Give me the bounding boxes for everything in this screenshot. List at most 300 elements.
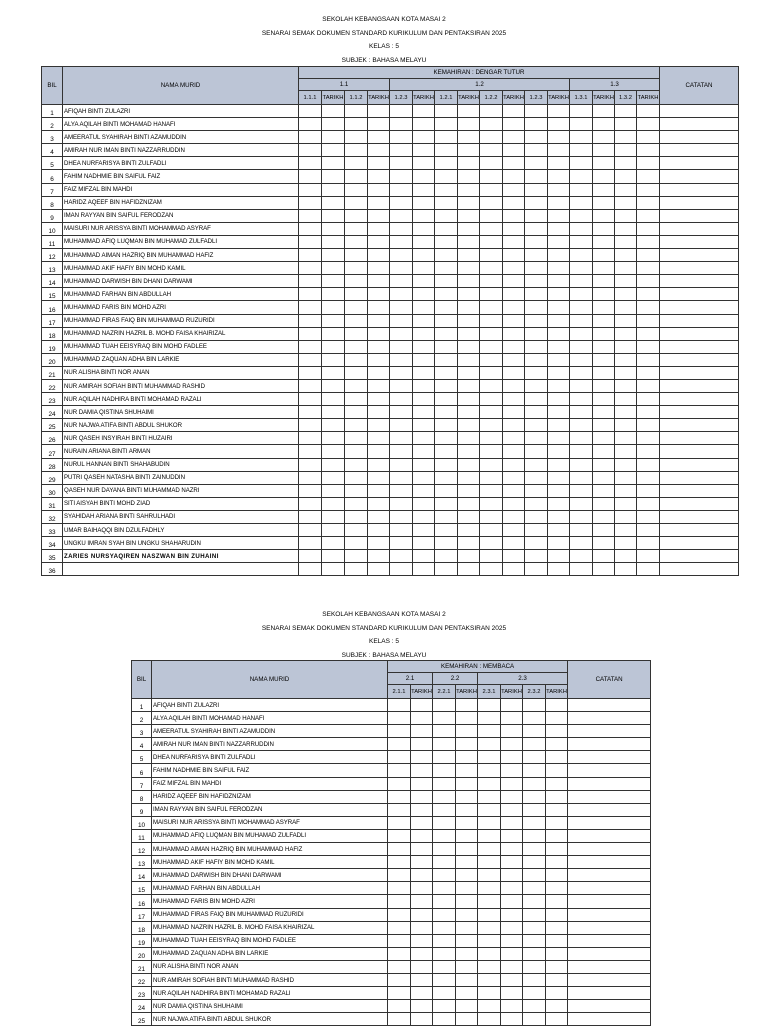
check-cell[interactable] <box>345 484 368 497</box>
check-cell[interactable] <box>615 196 637 209</box>
catatan-cell[interactable] <box>660 432 739 445</box>
check-cell[interactable] <box>345 222 368 235</box>
check-cell[interactable] <box>299 183 322 196</box>
check-cell[interactable] <box>456 960 478 973</box>
check-cell[interactable] <box>433 947 456 960</box>
check-cell[interactable] <box>345 105 368 118</box>
check-cell[interactable] <box>570 249 593 262</box>
check-cell[interactable] <box>390 327 413 340</box>
check-cell[interactable] <box>299 353 322 366</box>
check-cell[interactable] <box>637 327 660 340</box>
check-cell[interactable] <box>593 406 615 419</box>
check-cell[interactable] <box>345 262 368 275</box>
check-cell[interactable] <box>548 366 570 379</box>
check-cell[interactable] <box>299 249 322 262</box>
check-cell[interactable] <box>368 262 390 275</box>
check-cell[interactable] <box>546 751 568 764</box>
check-cell[interactable] <box>390 445 413 458</box>
check-cell[interactable] <box>525 406 548 419</box>
check-cell[interactable] <box>503 340 525 353</box>
check-cell[interactable] <box>390 484 413 497</box>
check-cell[interactable] <box>480 222 503 235</box>
check-cell[interactable] <box>480 445 503 458</box>
check-cell[interactable] <box>435 471 458 484</box>
check-cell[interactable] <box>345 170 368 183</box>
check-cell[interactable] <box>593 379 615 392</box>
check-cell[interactable] <box>390 314 413 327</box>
check-cell[interactable] <box>525 458 548 471</box>
check-cell[interactable] <box>322 550 345 563</box>
check-cell[interactable] <box>388 777 411 790</box>
check-cell[interactable] <box>593 275 615 288</box>
check-cell[interactable] <box>368 497 390 510</box>
check-cell[interactable] <box>480 105 503 118</box>
check-cell[interactable] <box>503 445 525 458</box>
check-cell[interactable] <box>503 393 525 406</box>
check-cell[interactable] <box>411 803 433 816</box>
check-cell[interactable] <box>615 275 637 288</box>
check-cell[interactable] <box>593 314 615 327</box>
check-cell[interactable] <box>480 262 503 275</box>
check-cell[interactable] <box>570 458 593 471</box>
check-cell[interactable] <box>413 222 435 235</box>
catatan-cell[interactable] <box>568 790 651 803</box>
check-cell[interactable] <box>345 340 368 353</box>
check-cell[interactable] <box>501 843 523 856</box>
check-cell[interactable] <box>593 393 615 406</box>
check-cell[interactable] <box>390 249 413 262</box>
check-cell[interactable] <box>456 895 478 908</box>
check-cell[interactable] <box>299 419 322 432</box>
check-cell[interactable] <box>523 777 546 790</box>
check-cell[interactable] <box>435 497 458 510</box>
check-cell[interactable] <box>546 738 568 751</box>
check-cell[interactable] <box>593 249 615 262</box>
check-cell[interactable] <box>345 196 368 209</box>
check-cell[interactable] <box>388 1000 411 1013</box>
check-cell[interactable] <box>503 262 525 275</box>
check-cell[interactable] <box>413 209 435 222</box>
check-cell[interactable] <box>433 921 456 934</box>
check-cell[interactable] <box>411 816 433 829</box>
check-cell[interactable] <box>368 183 390 196</box>
check-cell[interactable] <box>368 170 390 183</box>
check-cell[interactable] <box>458 458 480 471</box>
check-cell[interactable] <box>480 550 503 563</box>
check-cell[interactable] <box>615 262 637 275</box>
check-cell[interactable] <box>480 144 503 157</box>
check-cell[interactable] <box>345 118 368 131</box>
check-cell[interactable] <box>435 550 458 563</box>
check-cell[interactable] <box>615 105 637 118</box>
check-cell[interactable] <box>435 183 458 196</box>
check-cell[interactable] <box>322 288 345 301</box>
check-cell[interactable] <box>411 1000 433 1013</box>
check-cell[interactable] <box>413 288 435 301</box>
check-cell[interactable] <box>523 934 546 947</box>
catatan-cell[interactable] <box>660 353 739 366</box>
check-cell[interactable] <box>548 170 570 183</box>
check-cell[interactable] <box>368 222 390 235</box>
check-cell[interactable] <box>546 934 568 947</box>
check-cell[interactable] <box>615 366 637 379</box>
check-cell[interactable] <box>413 379 435 392</box>
catatan-cell[interactable] <box>660 196 739 209</box>
check-cell[interactable] <box>593 524 615 537</box>
check-cell[interactable] <box>388 856 411 869</box>
check-cell[interactable] <box>523 725 546 738</box>
check-cell[interactable] <box>478 947 501 960</box>
check-cell[interactable] <box>435 510 458 523</box>
check-cell[interactable] <box>503 144 525 157</box>
check-cell[interactable] <box>637 366 660 379</box>
check-cell[interactable] <box>615 471 637 484</box>
check-cell[interactable] <box>478 960 501 973</box>
check-cell[interactable] <box>411 712 433 725</box>
check-cell[interactable] <box>435 209 458 222</box>
check-cell[interactable] <box>478 764 501 777</box>
check-cell[interactable] <box>570 105 593 118</box>
check-cell[interactable] <box>322 170 345 183</box>
check-cell[interactable] <box>546 699 568 712</box>
check-cell[interactable] <box>478 790 501 803</box>
check-cell[interactable] <box>615 445 637 458</box>
catatan-cell[interactable] <box>660 366 739 379</box>
check-cell[interactable] <box>322 406 345 419</box>
check-cell[interactable] <box>548 432 570 445</box>
check-cell[interactable] <box>615 288 637 301</box>
check-cell[interactable] <box>637 537 660 550</box>
check-cell[interactable] <box>525 537 548 550</box>
check-cell[interactable] <box>503 314 525 327</box>
catatan-cell[interactable] <box>660 105 739 118</box>
check-cell[interactable] <box>388 725 411 738</box>
check-cell[interactable] <box>299 379 322 392</box>
check-cell[interactable] <box>456 882 478 895</box>
check-cell[interactable] <box>637 563 660 576</box>
check-cell[interactable] <box>570 563 593 576</box>
check-cell[interactable] <box>413 183 435 196</box>
check-cell[interactable] <box>637 196 660 209</box>
check-cell[interactable] <box>458 327 480 340</box>
catatan-cell[interactable] <box>660 118 739 131</box>
check-cell[interactable] <box>390 170 413 183</box>
check-cell[interactable] <box>413 537 435 550</box>
check-cell[interactable] <box>570 157 593 170</box>
check-cell[interactable] <box>390 118 413 131</box>
check-cell[interactable] <box>503 327 525 340</box>
check-cell[interactable] <box>503 432 525 445</box>
check-cell[interactable] <box>523 895 546 908</box>
check-cell[interactable] <box>413 235 435 248</box>
check-cell[interactable] <box>413 170 435 183</box>
catatan-cell[interactable] <box>660 301 739 314</box>
check-cell[interactable] <box>501 973 523 986</box>
check-cell[interactable] <box>548 196 570 209</box>
check-cell[interactable] <box>345 235 368 248</box>
check-cell[interactable] <box>435 406 458 419</box>
check-cell[interactable] <box>546 973 568 986</box>
check-cell[interactable] <box>593 537 615 550</box>
catatan-cell[interactable] <box>568 882 651 895</box>
check-cell[interactable] <box>345 524 368 537</box>
check-cell[interactable] <box>637 249 660 262</box>
check-cell[interactable] <box>480 510 503 523</box>
check-cell[interactable] <box>548 563 570 576</box>
check-cell[interactable] <box>503 366 525 379</box>
check-cell[interactable] <box>413 144 435 157</box>
check-cell[interactable] <box>570 406 593 419</box>
check-cell[interactable] <box>388 895 411 908</box>
catatan-cell[interactable] <box>660 510 739 523</box>
check-cell[interactable] <box>458 471 480 484</box>
check-cell[interactable] <box>458 340 480 353</box>
check-cell[interactable] <box>523 712 546 725</box>
check-cell[interactable] <box>637 301 660 314</box>
check-cell[interactable] <box>480 458 503 471</box>
check-cell[interactable] <box>368 419 390 432</box>
check-cell[interactable] <box>525 353 548 366</box>
check-cell[interactable] <box>435 563 458 576</box>
check-cell[interactable] <box>615 537 637 550</box>
check-cell[interactable] <box>345 275 368 288</box>
check-cell[interactable] <box>388 947 411 960</box>
catatan-cell[interactable] <box>660 458 739 471</box>
check-cell[interactable] <box>390 406 413 419</box>
check-cell[interactable] <box>456 829 478 842</box>
check-cell[interactable] <box>593 510 615 523</box>
check-cell[interactable] <box>458 105 480 118</box>
check-cell[interactable] <box>548 157 570 170</box>
check-cell[interactable] <box>637 524 660 537</box>
check-cell[interactable] <box>501 764 523 777</box>
check-cell[interactable] <box>456 712 478 725</box>
check-cell[interactable] <box>548 235 570 248</box>
check-cell[interactable] <box>478 751 501 764</box>
check-cell[interactable] <box>548 340 570 353</box>
check-cell[interactable] <box>345 550 368 563</box>
check-cell[interactable] <box>388 751 411 764</box>
check-cell[interactable] <box>458 301 480 314</box>
check-cell[interactable] <box>503 183 525 196</box>
check-cell[interactable] <box>458 222 480 235</box>
check-cell[interactable] <box>593 222 615 235</box>
check-cell[interactable] <box>390 366 413 379</box>
check-cell[interactable] <box>411 869 433 882</box>
check-cell[interactable] <box>615 183 637 196</box>
check-cell[interactable] <box>388 960 411 973</box>
check-cell[interactable] <box>413 458 435 471</box>
catatan-cell[interactable] <box>568 738 651 751</box>
check-cell[interactable] <box>433 856 456 869</box>
check-cell[interactable] <box>345 379 368 392</box>
check-cell[interactable] <box>503 484 525 497</box>
check-cell[interactable] <box>478 843 501 856</box>
check-cell[interactable] <box>593 288 615 301</box>
check-cell[interactable] <box>456 934 478 947</box>
check-cell[interactable] <box>322 471 345 484</box>
check-cell[interactable] <box>501 725 523 738</box>
check-cell[interactable] <box>525 183 548 196</box>
check-cell[interactable] <box>525 249 548 262</box>
catatan-cell[interactable] <box>660 550 739 563</box>
check-cell[interactable] <box>480 196 503 209</box>
check-cell[interactable] <box>433 790 456 803</box>
check-cell[interactable] <box>413 524 435 537</box>
check-cell[interactable] <box>433 987 456 1000</box>
check-cell[interactable] <box>548 144 570 157</box>
check-cell[interactable] <box>368 105 390 118</box>
check-cell[interactable] <box>411 895 433 908</box>
check-cell[interactable] <box>503 419 525 432</box>
check-cell[interactable] <box>435 432 458 445</box>
check-cell[interactable] <box>570 144 593 157</box>
check-cell[interactable] <box>458 275 480 288</box>
check-cell[interactable] <box>390 275 413 288</box>
catatan-cell[interactable] <box>568 751 651 764</box>
check-cell[interactable] <box>615 144 637 157</box>
check-cell[interactable] <box>322 445 345 458</box>
check-cell[interactable] <box>390 353 413 366</box>
check-cell[interactable] <box>593 458 615 471</box>
check-cell[interactable] <box>345 497 368 510</box>
check-cell[interactable] <box>523 960 546 973</box>
check-cell[interactable] <box>570 170 593 183</box>
check-cell[interactable] <box>299 471 322 484</box>
check-cell[interactable] <box>478 712 501 725</box>
check-cell[interactable] <box>435 366 458 379</box>
check-cell[interactable] <box>570 353 593 366</box>
catatan-cell[interactable] <box>660 209 739 222</box>
check-cell[interactable] <box>480 524 503 537</box>
check-cell[interactable] <box>570 327 593 340</box>
check-cell[interactable] <box>615 393 637 406</box>
check-cell[interactable] <box>368 235 390 248</box>
check-cell[interactable] <box>458 550 480 563</box>
check-cell[interactable] <box>593 445 615 458</box>
check-cell[interactable] <box>390 262 413 275</box>
check-cell[interactable] <box>456 751 478 764</box>
check-cell[interactable] <box>458 288 480 301</box>
check-cell[interactable] <box>503 275 525 288</box>
check-cell[interactable] <box>503 222 525 235</box>
check-cell[interactable] <box>413 419 435 432</box>
check-cell[interactable] <box>523 699 546 712</box>
check-cell[interactable] <box>345 419 368 432</box>
check-cell[interactable] <box>570 235 593 248</box>
check-cell[interactable] <box>458 484 480 497</box>
catatan-cell[interactable] <box>568 973 651 986</box>
check-cell[interactable] <box>456 843 478 856</box>
catatan-cell[interactable] <box>568 869 651 882</box>
check-cell[interactable] <box>637 379 660 392</box>
check-cell[interactable] <box>435 314 458 327</box>
check-cell[interactable] <box>390 458 413 471</box>
check-cell[interactable] <box>525 510 548 523</box>
check-cell[interactable] <box>413 510 435 523</box>
check-cell[interactable] <box>546 816 568 829</box>
check-cell[interactable] <box>503 471 525 484</box>
check-cell[interactable] <box>480 563 503 576</box>
catatan-cell[interactable] <box>568 895 651 908</box>
check-cell[interactable] <box>433 869 456 882</box>
check-cell[interactable] <box>458 249 480 262</box>
check-cell[interactable] <box>345 393 368 406</box>
check-cell[interactable] <box>480 118 503 131</box>
catatan-cell[interactable] <box>660 340 739 353</box>
check-cell[interactable] <box>456 699 478 712</box>
check-cell[interactable] <box>433 908 456 921</box>
check-cell[interactable] <box>548 288 570 301</box>
check-cell[interactable] <box>615 563 637 576</box>
check-cell[interactable] <box>548 458 570 471</box>
check-cell[interactable] <box>435 537 458 550</box>
check-cell[interactable] <box>548 222 570 235</box>
check-cell[interactable] <box>390 524 413 537</box>
check-cell[interactable] <box>322 301 345 314</box>
check-cell[interactable] <box>548 406 570 419</box>
check-cell[interactable] <box>322 144 345 157</box>
check-cell[interactable] <box>478 1000 501 1013</box>
check-cell[interactable] <box>368 550 390 563</box>
catatan-cell[interactable] <box>568 960 651 973</box>
check-cell[interactable] <box>525 275 548 288</box>
check-cell[interactable] <box>593 419 615 432</box>
check-cell[interactable] <box>570 445 593 458</box>
check-cell[interactable] <box>458 524 480 537</box>
check-cell[interactable] <box>299 563 322 576</box>
check-cell[interactable] <box>456 816 478 829</box>
check-cell[interactable] <box>637 118 660 131</box>
check-cell[interactable] <box>546 777 568 790</box>
check-cell[interactable] <box>503 235 525 248</box>
check-cell[interactable] <box>615 209 637 222</box>
check-cell[interactable] <box>503 131 525 144</box>
check-cell[interactable] <box>570 288 593 301</box>
check-cell[interactable] <box>435 327 458 340</box>
check-cell[interactable] <box>480 497 503 510</box>
check-cell[interactable] <box>615 249 637 262</box>
check-cell[interactable] <box>435 235 458 248</box>
catatan-cell[interactable] <box>568 1000 651 1013</box>
check-cell[interactable] <box>503 510 525 523</box>
check-cell[interactable] <box>433 712 456 725</box>
check-cell[interactable] <box>435 196 458 209</box>
check-cell[interactable] <box>523 738 546 751</box>
check-cell[interactable] <box>345 157 368 170</box>
check-cell[interactable] <box>322 419 345 432</box>
check-cell[interactable] <box>501 1000 523 1013</box>
check-cell[interactable] <box>478 908 501 921</box>
check-cell[interactable] <box>480 353 503 366</box>
check-cell[interactable] <box>413 406 435 419</box>
check-cell[interactable] <box>435 340 458 353</box>
check-cell[interactable] <box>458 445 480 458</box>
check-cell[interactable] <box>546 764 568 777</box>
check-cell[interactable] <box>368 445 390 458</box>
catatan-cell[interactable] <box>568 843 651 856</box>
check-cell[interactable] <box>478 869 501 882</box>
catatan-cell[interactable] <box>660 406 739 419</box>
check-cell[interactable] <box>615 432 637 445</box>
check-cell[interactable] <box>501 803 523 816</box>
check-cell[interactable] <box>345 183 368 196</box>
check-cell[interactable] <box>615 524 637 537</box>
check-cell[interactable] <box>368 406 390 419</box>
check-cell[interactable] <box>322 563 345 576</box>
check-cell[interactable] <box>637 288 660 301</box>
check-cell[interactable] <box>546 869 568 882</box>
